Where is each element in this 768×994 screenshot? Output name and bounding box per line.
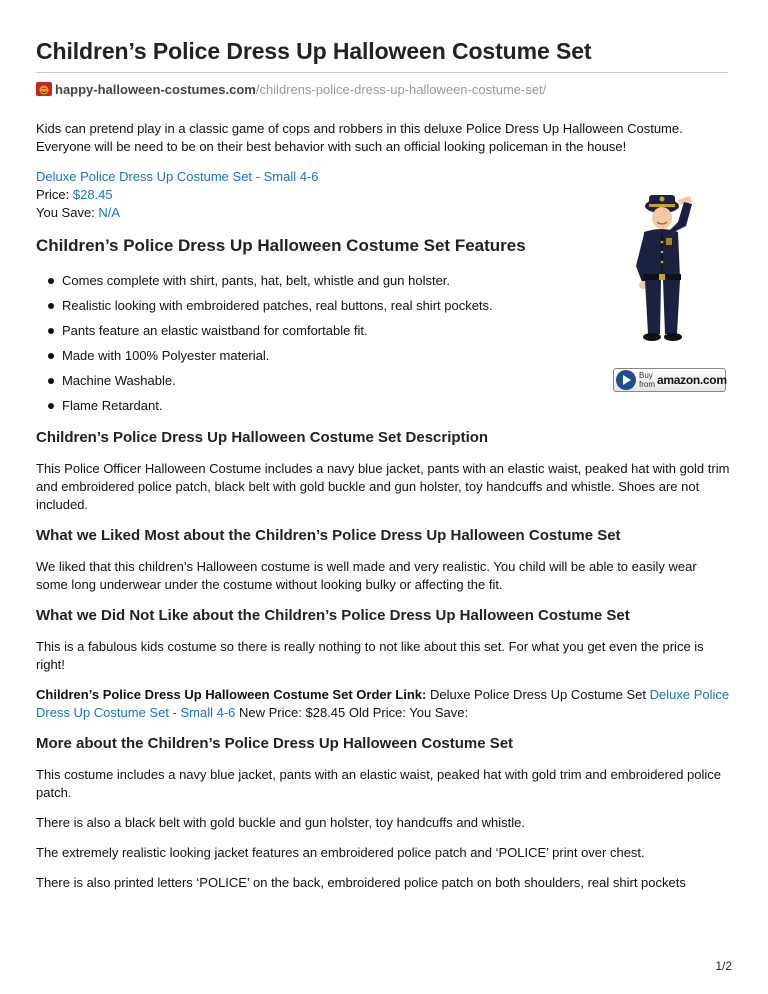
more-heading: More about the Children’s Police Dress Up Halloween Costume Set: [36, 735, 514, 752]
list-item: Machine Washable.: [46, 368, 730, 393]
order-price-text: New Price: $28.45 Old Price: You Save:: [235, 705, 469, 720]
features-heading: Children’s Police Dress Up Halloween Costume Set Features: [36, 236, 526, 255]
page-number: 1/2: [715, 959, 732, 973]
liked-paragraph: We liked that this children’s Halloween costume is well made and very realistic. You child will be able to easily wear some long underwear under the costume without looking bulky or affecting the fit.: [36, 559, 697, 592]
list-item: Pants feature an elastic waistband for comfortable fit.: [46, 318, 730, 343]
play-arrow-icon: [616, 370, 636, 390]
buy-from-amazon-button[interactable]: [613, 368, 726, 392]
source-line: [36, 80, 546, 100]
amazon-logo-text: amazon.com: [657, 373, 727, 387]
price-label: Price:: [36, 187, 70, 202]
description-paragraph: This Police Officer Halloween Costume includes a navy blue jacket, pants with an elastic waist, peaked hat with gold trim and embroidered police patch, black belt with gold buckle and gun holster, toy handcuffs and whistle. Shoes are not included.: [36, 461, 730, 512]
order-product-link[interactable]: Deluxe Police Dress Up Costume Set - Small 4-6: [36, 687, 730, 720]
product-link[interactable]: Deluxe Police Dress Up Costume Set - Small 4-6: [36, 169, 319, 184]
buy-from-text: Buy from: [639, 371, 655, 389]
order-label: Children’s Police Dress Up Halloween Costume Set Order Link:: [36, 687, 427, 702]
page-title: Children’s Police Dress Up Halloween Costume Set: [36, 38, 592, 64]
source-path[interactable]: /childrens-police-dress-up-halloween-costume-set/: [255, 82, 547, 97]
liked-heading: What we Liked Most about the Children’s Police Dress Up Halloween Costume Set: [36, 527, 621, 544]
description-heading: Children’s Police Dress Up Halloween Costume Set Description: [36, 429, 489, 446]
list-item: Made with 100% Polyester material.: [46, 343, 730, 368]
save-value: N/A: [98, 205, 121, 220]
intro-paragraph: Kids can pretend play in a classic game of cops and robbers in this deluxe Police Dress Up Halloween Costume. Everyone will be need to be on their best behavior with such an official looking policeman in the house!: [36, 121, 683, 154]
more-paragraph: The extremely realistic looking jacket features an embroidered police patch and ‘POLICE’ print over chest.: [36, 845, 645, 860]
list-item: Flame Retardant.: [46, 393, 730, 418]
save-label: You Save:: [36, 205, 95, 220]
product-image[interactable]: [610, 186, 710, 346]
source-host[interactable]: happy-halloween-costumes.com: [55, 82, 256, 97]
list-item: Realistic looking with embroidered patches, real buttons, real shirt pockets.: [46, 293, 730, 318]
list-item: Comes complete with shirt, pants, hat, belt, whistle and gun holster.: [46, 268, 730, 293]
price-value: $28.45: [72, 187, 113, 202]
disliked-paragraph: This is a fabulous kids costume so there is really nothing to not like about this set. For what you get even the price is right!: [36, 639, 704, 672]
title-divider: [36, 72, 728, 73]
disliked-heading: What we Did Not Like about the Children’s Police Dress Up Halloween Costume Set: [36, 607, 630, 624]
more-paragraph: This costume includes a navy blue jacket, pants with an elastic waist, peaked hat with gold trim and embroidered police patch.: [36, 767, 722, 800]
more-paragraph: There is also a black belt with gold buckle and gun holster, toy handcuffs and whistle.: [36, 815, 525, 830]
order-paragraph: [36, 686, 730, 722]
more-paragraph: There is also printed letters ‘POLICE’ on the back, embroidered police patch on both shoulders, real shirt pockets: [36, 875, 686, 890]
site-favicon-icon: [36, 82, 52, 96]
order-plain-text: Deluxe Police Dress Up Costume Set: [426, 687, 650, 702]
